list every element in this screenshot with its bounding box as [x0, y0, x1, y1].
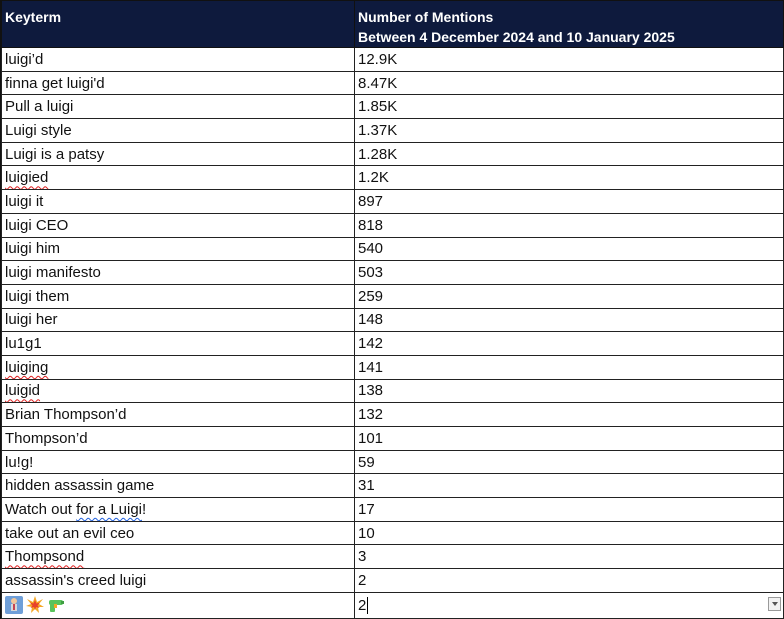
keyterm-cell[interactable]: [2, 48, 355, 72]
keyterm-text: Thompsond: [5, 548, 85, 566]
keyterm-cell[interactable]: [2, 403, 355, 427]
count-text: 8.47K: [358, 74, 398, 92]
dropdown-chevron-icon[interactable]: [768, 597, 781, 611]
count-cell[interactable]: [355, 545, 784, 569]
keyterm-text: luigi him: [5, 240, 61, 258]
keyterm-text: luigi’d: [5, 50, 44, 68]
count-text: 2: [358, 596, 367, 614]
count-cell[interactable]: [355, 237, 784, 261]
count-text: 1.37K: [358, 121, 398, 139]
count-cell[interactable]: [355, 569, 784, 593]
keyterm-cell[interactable]: [2, 545, 355, 569]
count-text: 132: [358, 406, 384, 424]
keyterm-text: hidden assassin game: [5, 477, 155, 495]
count-cell[interactable]: [355, 95, 784, 119]
count-cell[interactable]: [355, 308, 784, 332]
keyterm-text: lu!g!: [5, 453, 34, 471]
count-cell[interactable]: [355, 450, 784, 474]
count-cell[interactable]: [355, 284, 784, 308]
table-row: [2, 355, 784, 379]
keyterm-cell[interactable]: [2, 142, 355, 166]
table-row: [2, 498, 784, 522]
header-keyterm[interactable]: [2, 1, 355, 48]
keyterm-text: Thompson’d: [5, 429, 88, 447]
table-row: [2, 166, 784, 190]
count-cell[interactable]: [355, 403, 784, 427]
keyterm-text: luigi it: [5, 192, 44, 210]
count-text: 31: [358, 477, 375, 495]
table-row: [2, 71, 784, 95]
keyterm-cell[interactable]: [2, 379, 355, 403]
keyterm-cell[interactable]: [2, 237, 355, 261]
count-cell-active[interactable]: [355, 592, 784, 618]
collision-icon: [26, 596, 44, 614]
table-row-emoji: [2, 592, 784, 618]
count-text: 1.85K: [358, 98, 398, 116]
keyterm-text: Pull a luigi: [5, 98, 74, 116]
keyterm-text: Luigi style: [5, 121, 72, 139]
keyterm-text: Luigi is a patsy: [5, 145, 105, 163]
table-row: [2, 95, 784, 119]
grammar-hint: for a Luigi: [76, 500, 143, 518]
table-row: [2, 474, 784, 498]
table-row: [2, 190, 784, 214]
count-cell[interactable]: [355, 48, 784, 72]
keyterm-cell[interactable]: [2, 355, 355, 379]
count-text: 503: [358, 264, 384, 282]
count-text: 12.9K: [358, 50, 398, 68]
count-text: 138: [358, 382, 384, 400]
count-cell[interactable]: [355, 119, 784, 143]
count-text: 540: [358, 240, 384, 258]
header-keyterm-label: Keyterm: [5, 9, 62, 25]
count-text: 1.2K: [358, 169, 389, 187]
keyterm-cell[interactable]: [2, 190, 355, 214]
keyterm-cell[interactable]: [2, 592, 355, 618]
count-cell[interactable]: [355, 498, 784, 522]
keyterm-text: luigi them: [5, 287, 70, 305]
keyterm-text: luigied: [5, 169, 49, 187]
count-text: 148: [358, 311, 384, 329]
keyterm-cell[interactable]: [2, 71, 355, 95]
table-row: [2, 521, 784, 545]
keyterm-text: assassin's creed luigi: [5, 571, 147, 589]
count-text: 142: [358, 335, 384, 353]
keyterm-cell[interactable]: [2, 569, 355, 593]
header-mentions[interactable]: [355, 1, 784, 48]
keyterm-text: take out an evil ceo: [5, 524, 135, 542]
count-cell[interactable]: [355, 379, 784, 403]
count-text: 10: [358, 524, 375, 542]
count-cell[interactable]: [355, 355, 784, 379]
count-cell[interactable]: [355, 521, 784, 545]
count-text: 818: [358, 216, 384, 234]
keyterm-cell[interactable]: [2, 521, 355, 545]
count-text: 141: [358, 358, 384, 376]
table-row: [2, 119, 784, 143]
keyterm-text: Watch out for a Luigi!: [5, 500, 147, 518]
count-cell[interactable]: [355, 427, 784, 451]
keyterm-cell[interactable]: [2, 95, 355, 119]
table-row: [2, 379, 784, 403]
table-row: [2, 213, 784, 237]
keyterm-cell[interactable]: [2, 119, 355, 143]
person-icon: [5, 596, 23, 614]
text-caret: [367, 597, 368, 614]
header-row: [2, 1, 784, 48]
keyterm-text: luiging: [5, 358, 49, 376]
count-text: 2: [358, 571, 367, 589]
count-text: 1.28K: [358, 145, 398, 163]
keyterm-cell[interactable]: [2, 498, 355, 522]
keyterm-text: finna get luigi'd: [5, 74, 105, 92]
keyterm-text: luigid: [5, 382, 41, 400]
table-row: [2, 332, 784, 356]
keyterm-cell[interactable]: [2, 427, 355, 451]
count-text: 59: [358, 453, 375, 471]
table-row: [2, 142, 784, 166]
count-cell[interactable]: [355, 71, 784, 95]
table-row: [2, 237, 784, 261]
count-text: 897: [358, 192, 384, 210]
keyterm-text: Brian Thompson’d: [5, 406, 127, 424]
table-row: [2, 450, 784, 474]
keyterm-cell[interactable]: [2, 308, 355, 332]
table-row: [2, 48, 784, 72]
keyterm-cell[interactable]: [2, 213, 355, 237]
header-date-range: Between 4 December 2024 and 10 January 2025: [358, 29, 675, 45]
mentions-table: [1, 0, 784, 619]
table-row: [2, 403, 784, 427]
keyterm-text: lu1g1: [5, 335, 42, 353]
table-row: [2, 427, 784, 451]
keyterm-text: luigi manifesto: [5, 264, 101, 282]
table-row: [2, 284, 784, 308]
keyterm-cell[interactable]: [2, 166, 355, 190]
keyterm-cell[interactable]: [2, 284, 355, 308]
keyterm-cell[interactable]: [2, 450, 355, 474]
keyterm-cell[interactable]: [2, 474, 355, 498]
count-text: 17: [358, 500, 375, 518]
table-row: [2, 261, 784, 285]
count-cell[interactable]: [355, 332, 784, 356]
count-text: 3: [358, 548, 367, 566]
count-cell[interactable]: [355, 261, 784, 285]
count-cell[interactable]: [355, 190, 784, 214]
keyterm-cell[interactable]: [2, 261, 355, 285]
water-pistol-icon: [47, 596, 65, 614]
table-row: [2, 308, 784, 332]
header-mentions-label: Number of Mentions: [358, 9, 494, 25]
count-text: 259: [358, 287, 384, 305]
table-row: [2, 569, 784, 593]
count-cell[interactable]: [355, 166, 784, 190]
count-cell[interactable]: [355, 474, 784, 498]
count-cell[interactable]: [355, 213, 784, 237]
count-text: 101: [358, 429, 384, 447]
keyterm-text: luigi CEO: [5, 216, 69, 234]
keyterm-text: luigi her: [5, 311, 58, 329]
table-row: [2, 545, 784, 569]
count-cell[interactable]: [355, 142, 784, 166]
keyterm-cell[interactable]: [2, 332, 355, 356]
